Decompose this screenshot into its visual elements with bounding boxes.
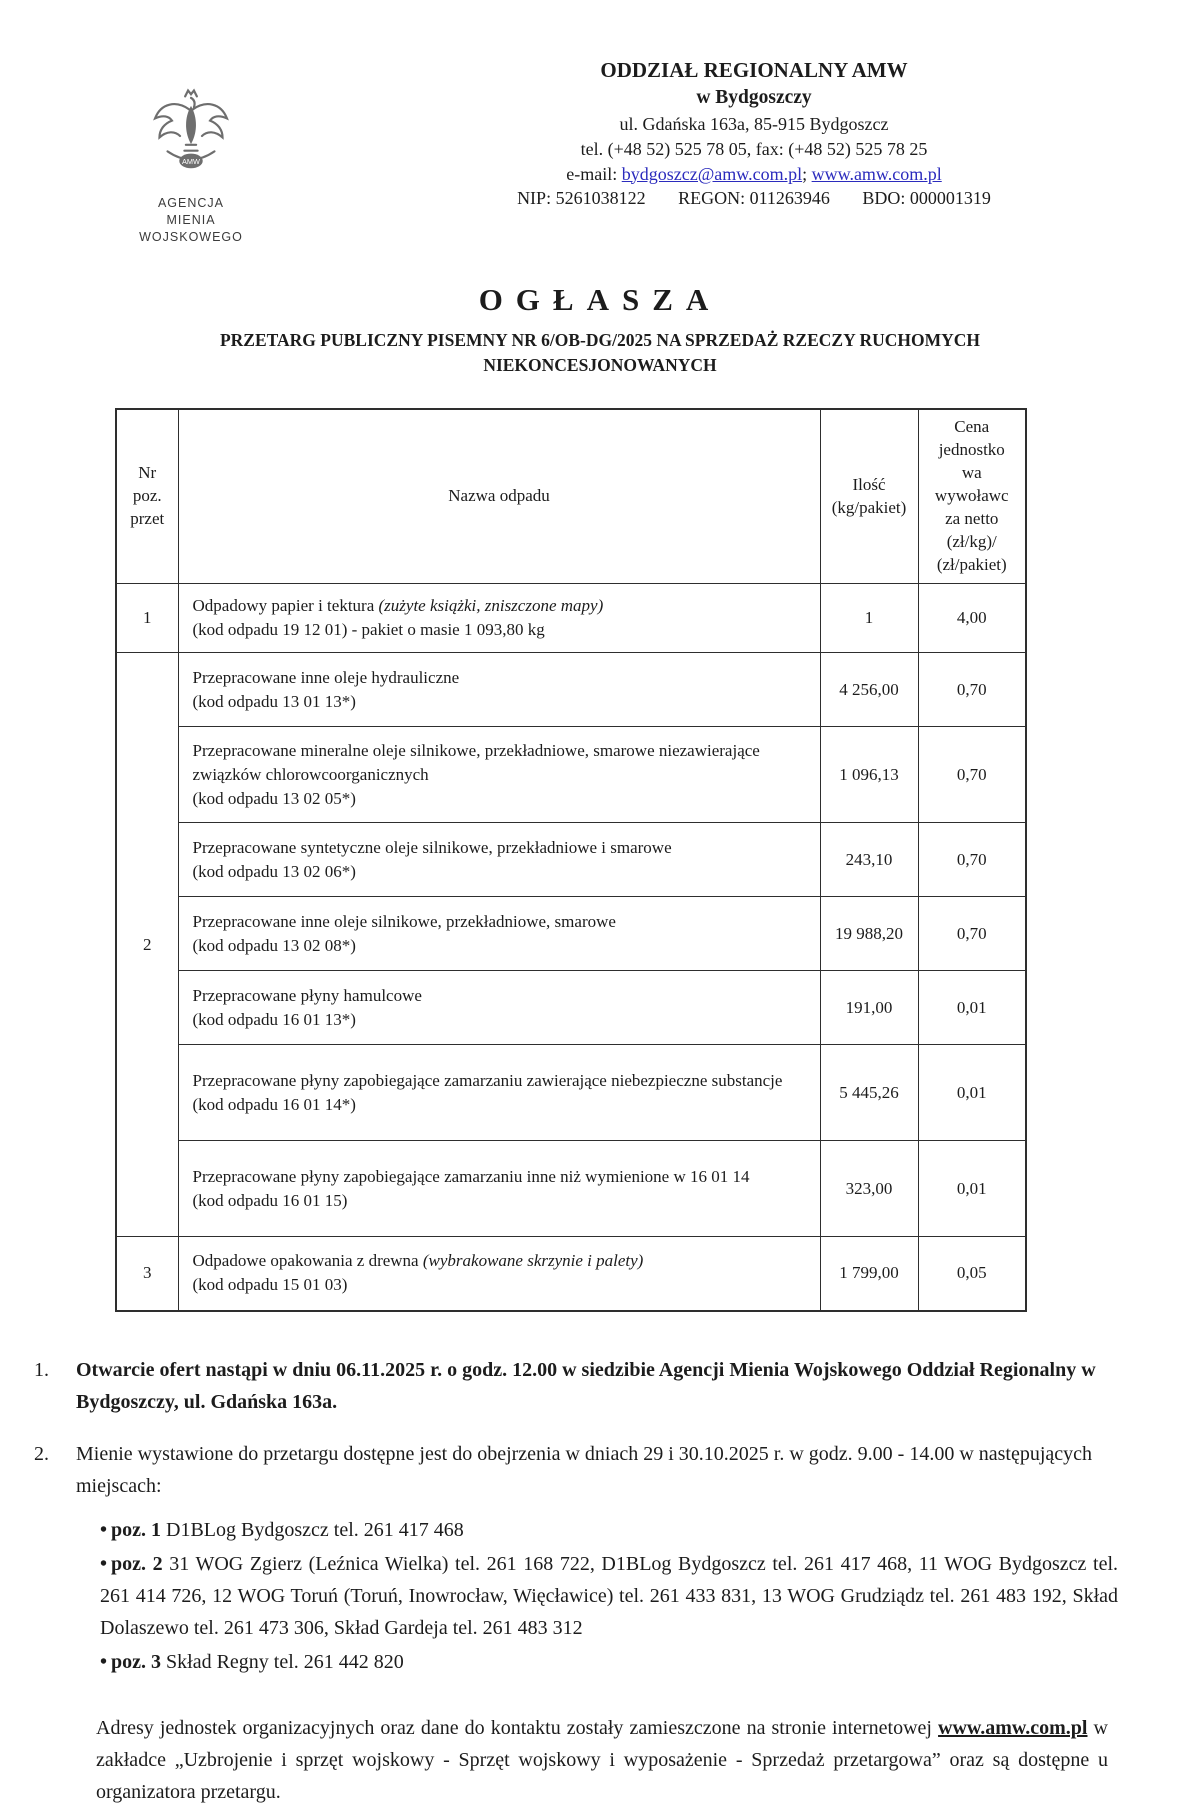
- list-item-2-body: [76, 1438, 1118, 1678]
- item-price-cell: 0,05: [918, 1237, 1026, 1311]
- org-address: ul. Gdańska 163a, 85-915 Bydgoszcz: [619, 113, 889, 134]
- item-nr-cell: 2: [116, 653, 178, 1237]
- table-row: [116, 583, 1026, 652]
- regon-value: REGON: 011263946: [678, 188, 830, 209]
- waste-code: (kod odpadu 16 01 14*): [192, 1094, 356, 1114]
- item-name-cell: Przepracowane syntetyczne oleje silnikowe, przekładniowe i smarowe (kod odpadu 13 02 06*): [178, 823, 820, 897]
- waste-code: (kod odpadu 13 02 05*): [192, 788, 356, 808]
- table-row: [116, 727, 1026, 823]
- waste-code: (kod odpadu 15 01 03): [192, 1275, 348, 1295]
- org-name: ODDZIAŁ REGIONALNY AMW: [600, 58, 908, 82]
- amw-logo-block: [116, 88, 266, 246]
- org-email-line: [396, 162, 1112, 187]
- list-item-2-number: 2.: [34, 1442, 49, 1465]
- waste-code: (kod odpadu 13 02 06*): [192, 861, 356, 881]
- subtitle-line2: NIEKONCESJONOWANYCH: [483, 355, 717, 375]
- item-price-cell: 0,01: [918, 1141, 1026, 1237]
- item-nr-cell: 3: [116, 1237, 178, 1311]
- contact-info-paragraph: [96, 1712, 1108, 1809]
- waste-code: (kod odpadu 16 01 13*): [192, 1009, 356, 1029]
- document-header: [116, 56, 1112, 246]
- logo-caption: [116, 195, 266, 246]
- footer-text-part2: w zakładce „Uzbrojenie i sprzęt wojskowy - Sprzęt wojskowy i wyposażenie - Sprzedaż przetargowa” oraz są dostępne u organizatora przetargu.: [96, 1716, 1109, 1804]
- logo-monogram: AMW: [182, 156, 200, 166]
- column-header-qty: Ilość (kg/pakiet): [820, 409, 918, 583]
- amw-website-link[interactable]: www.amw.com.pl: [938, 1716, 1088, 1739]
- item-price-cell: 0,01: [918, 971, 1026, 1045]
- email-label: e-mail:: [566, 163, 622, 184]
- subtitle-line1: PRZETARG PUBLICZNY PISEMNY NR 6/OB-DG/2025 NA SPRZEDAŻ RZECZY RUCHOMYCH: [219, 329, 980, 350]
- org-phone-fax: tel. (+48 52) 525 78 05, fax: (+48 52) 525 78 25: [580, 138, 928, 159]
- bullet-icon: •: [100, 1650, 108, 1673]
- table-row: [116, 1141, 1026, 1237]
- table-row: [116, 653, 1026, 727]
- item-name-cell: Przepracowane inne oleje hydrauliczne (kod odpadu 13 01 13*): [178, 653, 820, 727]
- item-qty-cell: 1: [820, 583, 918, 652]
- document-page: [0, 56, 1200, 1804]
- item-qty-cell: 19 988,20: [820, 897, 918, 971]
- item-qty-cell: 4 256,00: [820, 653, 918, 727]
- item-price-cell: 0,70: [918, 897, 1026, 971]
- column-header-nr: Nr poz. przet: [116, 409, 178, 583]
- list-item-1-number: 1.: [34, 1358, 49, 1381]
- table-row: [116, 823, 1026, 897]
- item-qty-cell: 5 445,26: [820, 1045, 918, 1141]
- email-link[interactable]: bydgoszcz@amw.com.pl: [621, 163, 803, 184]
- page-subtitle: [0, 328, 1200, 379]
- item-nr-cell: 1: [116, 583, 178, 652]
- table-header-row: [116, 409, 1026, 583]
- nip-value: NIP: 5261038122: [517, 188, 646, 209]
- list-item-2: [34, 1438, 1118, 1678]
- location-bullets: [100, 1514, 1118, 1678]
- website-link[interactable]: www.amw.com.pl: [811, 163, 942, 184]
- item-qty-cell: 191,00: [820, 971, 918, 1045]
- column-header-price: Cena jednostko wa wywoławc za netto (zł/kg)/ (zł/pakiet): [918, 409, 1026, 583]
- email-separator: ;: [802, 163, 812, 184]
- item-name-cell: Odpadowy papier i tektura (zużyte książki, zniszczone mapy) (kod odpadu 19 12 01) - pakiet o masie 1 093,80 kg: [178, 583, 820, 652]
- bullet-icon: •: [100, 1552, 108, 1575]
- bullet-poz-2: • poz. 2 31 WOG Zgierz (Leźnica Wielka) tel. 261 168 722, D1BLog Bydgoszcz tel. 261 417 468, 11 WOG Bydgoszcz tel. 261 414 726, 12 WOG Toruń (Toruń, Inowrocław, Więcławice) tel. 261 433 831, 13 WOG Grudziądz tel. 261 483 192, Skład Dolaszewo tel. 261 473 306, Skład Gardeja tel. 261 483 312: [100, 1552, 1118, 1639]
- table-row: [116, 1045, 1026, 1141]
- item-name-cell: Przepracowane inne oleje silnikowe, przekładniowe, smarowe (kod odpadu 13 02 08*): [178, 897, 820, 971]
- bdo-value: BDO: 000001319: [862, 188, 991, 209]
- waste-code: (kod odpadu 19 12 01) - pakiet o masie 1 093,80 kg: [192, 620, 545, 640]
- item-name-cell: Odpadowe opakowania z drewna (wybrakowane skrzynie i palety) (kod odpadu 15 01 03): [178, 1237, 820, 1311]
- item-price-cell: 0,70: [918, 653, 1026, 727]
- conditions-list: [34, 1354, 1118, 1678]
- item-price-cell: 0,70: [918, 727, 1026, 823]
- table-row: [116, 971, 1026, 1045]
- item-qty-cell: 243,10: [820, 823, 918, 897]
- item-name-cell: Przepracowane płyny hamulcowe (kod odpadu 16 01 13*): [178, 971, 820, 1045]
- list-item-1: [34, 1354, 1118, 1418]
- amw-eagle-logo-icon: [147, 88, 235, 184]
- item-qty-cell: 1 096,13: [820, 727, 918, 823]
- org-city: w Bydgoszczy: [696, 86, 812, 108]
- item-name-cell: Przepracowane mineralne oleje silnikowe, przekładniowe, smarowe niezawierające związków chlorowcoorganicznych (kod odpadu 13 02 05*): [178, 727, 820, 823]
- item-qty-cell: 1 799,00: [820, 1237, 918, 1311]
- item-qty-cell: 323,00: [820, 1141, 918, 1237]
- column-header-name: Nazwa odpadu: [178, 409, 820, 583]
- waste-code: (kod odpadu 13 02 08*): [192, 935, 356, 955]
- auction-items-table: [115, 408, 1027, 1311]
- list-item-1-text: Otwarcie ofert nastąpi w dniu 06.11.2025 r. o godz. 12.00 w siedzibie Agencji Mienia Wojskowego Oddział Regionalny w Bydgoszczy, ul. Gdańska 163a.: [76, 1358, 1096, 1413]
- item-price-cell: 4,00: [918, 583, 1026, 652]
- item-name-cell: Przepracowane płyny zapobiegające zamarzaniu zawierające niebezpieczne substancje (kod odpadu 16 01 14*): [178, 1045, 820, 1141]
- title-block: [0, 282, 1200, 379]
- bullet-poz-1: • poz. 1 D1BLog Bydgoszcz tel. 261 417 468: [100, 1518, 464, 1541]
- bullet-icon: •: [100, 1518, 108, 1541]
- logo-caption-line2: MIENIA WOJSKOWEGO: [139, 212, 243, 244]
- logo-caption-line1: AGENCJA: [157, 196, 225, 210]
- footer-text-part1: Adresy jednostek organizacyjnych oraz dane do kontaktu zostały zamieszczone na stronie internetowej: [96, 1716, 939, 1739]
- waste-code: (kod odpadu 16 01 15): [192, 1190, 348, 1210]
- item-price-cell: 0,01: [918, 1045, 1026, 1141]
- list-item-2-text: Mienie wystawione do przetargu dostępne jest do obejrzenia w dniach 29 i 30.10.2025 r. w godz. 9.00 - 14.00 w następujących miejscach:: [76, 1442, 1093, 1497]
- table-row: [116, 1237, 1026, 1311]
- bullet-poz-3: • poz. 3 Skład Regny tel. 261 442 820: [100, 1650, 404, 1673]
- item-price-cell: 0,70: [918, 823, 1026, 897]
- org-contact-block: [396, 56, 1112, 246]
- page-title: OGŁASZA: [478, 281, 722, 317]
- item-name-cell: Przepracowane płyny zapobiegające zamarzaniu inne niż wymienione w 16 01 14 (kod odpadu 16 01 15): [178, 1141, 820, 1237]
- table-row: [116, 897, 1026, 971]
- waste-code: (kod odpadu 13 01 13*): [192, 691, 356, 711]
- org-registry-line: [396, 186, 1112, 211]
